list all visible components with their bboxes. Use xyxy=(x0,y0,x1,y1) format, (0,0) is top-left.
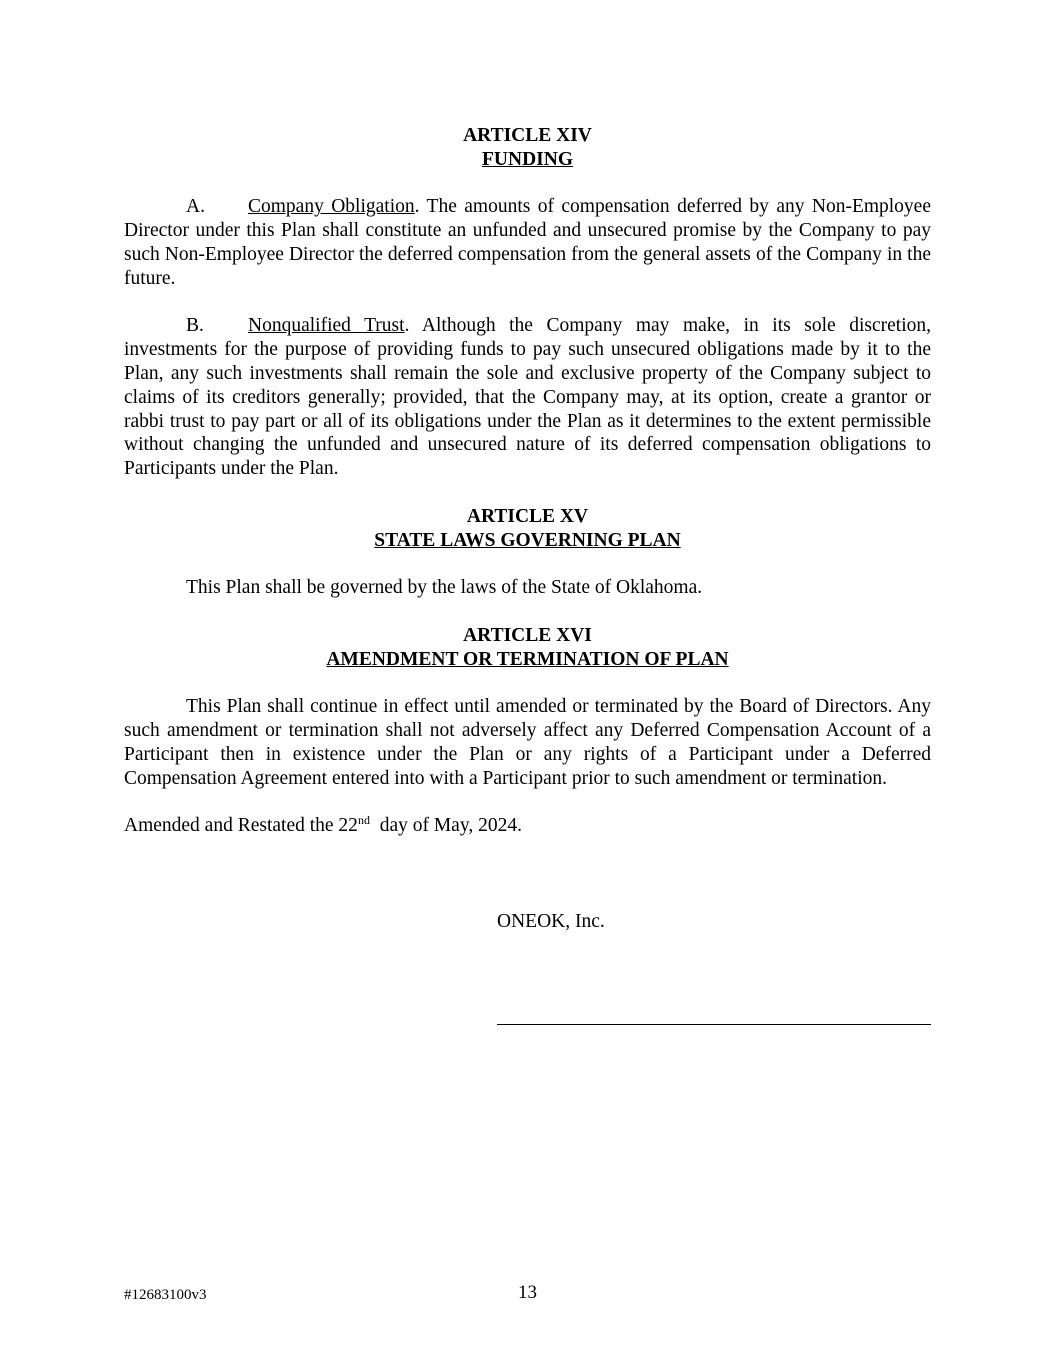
signature-company: ONEOK, Inc. xyxy=(497,911,605,932)
article-16-title: ARTICLE XVI xyxy=(463,624,592,646)
page-number: 13 xyxy=(518,1282,537,1303)
article-16-text: This Plan shall continue in effect until amended or terminated by the Board of Directors. Any such amendment or termination shall not adversely affect any Deferred Compensation Account of a Participant then in existence under the Plan or any rights of a Participant under a Deferred Compensation Agreement entered into with a Participant prior to such amendment or termination. xyxy=(124,696,931,789)
article-14-section-b xyxy=(124,314,931,481)
section-b-letter: B. xyxy=(186,315,204,337)
article-14-title: ARTICLE XIV xyxy=(463,125,592,146)
section-a-text: . The amounts of compensation deferred by any Non-Employee Director under this Plan shall constitute an unfunded and unsecured promise by the Company to pay such Non-Employee Director the deferred compensation from the general assets of the Company in the future. xyxy=(124,196,931,289)
article-14-heading xyxy=(124,124,931,172)
document-id: #12683100v3 xyxy=(124,1287,207,1303)
document-body xyxy=(124,124,931,838)
section-b-text: . Although the Company may make, in its sole discretion, investments for the purpose of providing funds to pay such unsecured obligations made by it to the Plan, any such investments shall remain the sole and exclusive property of the Company subject to claims of its creditors generally; provided, that the Company may, at its option, create a grantor or rabbi trust to pay part or all of its obligations under the Plan as it determines to the extent permissible without changing the unfunded and unsecured nature of its deferred compensation obligations to Participants under the Plan. xyxy=(124,315,931,480)
restated-rest: day of May, 2024. xyxy=(369,815,522,837)
restated-ordinal: nd xyxy=(357,813,370,828)
section-b-heading: Nonqualified Trust xyxy=(248,315,405,337)
section-a-letter: A. xyxy=(186,196,205,218)
article-15-title: ARTICLE XV xyxy=(466,505,589,527)
signature-line xyxy=(497,1024,931,1025)
article-14-subtitle: FUNDING xyxy=(482,148,573,170)
article-16-heading xyxy=(124,624,931,672)
restated-prefix: Amended and Restated the 22 xyxy=(124,815,358,837)
article-15-heading xyxy=(124,505,931,553)
section-a-heading: Company Obligation xyxy=(248,196,415,218)
article-15-text: This Plan shall be governed by the laws of the State of Oklahoma. xyxy=(186,577,703,599)
article-14-section-a xyxy=(124,195,931,290)
article-15-subtitle: STATE LAWS GOVERNING PLAN xyxy=(374,529,681,551)
article-16-subtitle: AMENDMENT OR TERMINATION OF PLAN xyxy=(326,648,729,670)
restated-line xyxy=(124,814,931,838)
